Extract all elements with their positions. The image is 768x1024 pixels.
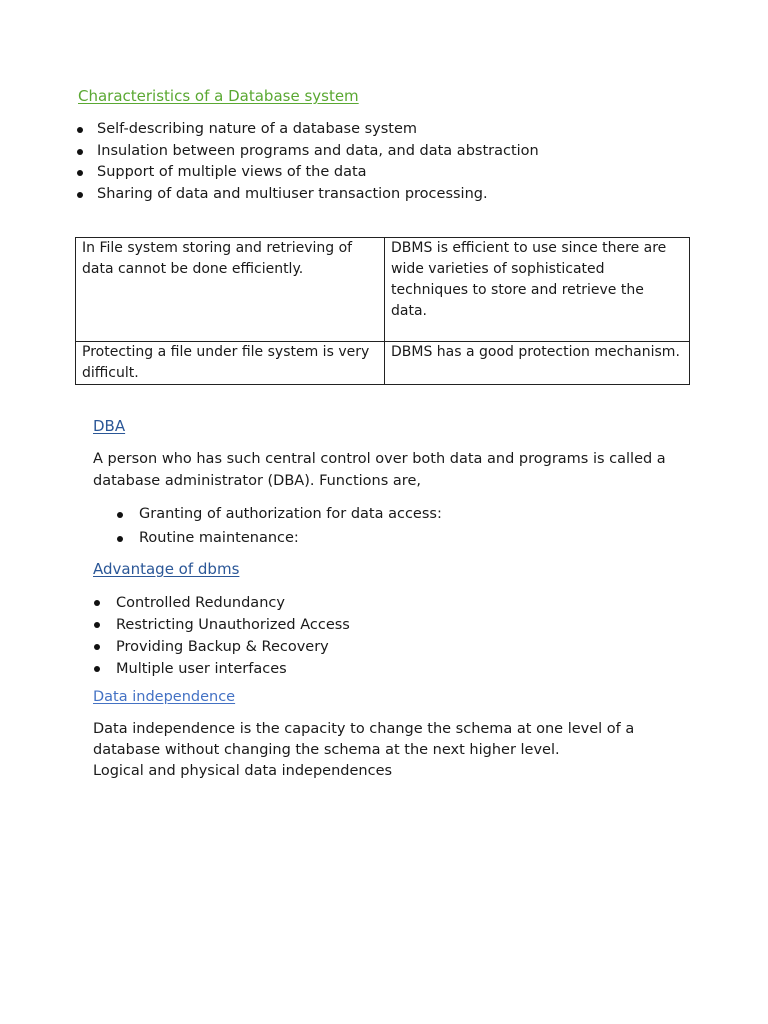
list-item-text: Providing Backup & Recovery [116,639,329,655]
dba-paragraph: A person who has such central control over both data and programs is called a database administrator (DBA). Functions are, [93,451,666,489]
list-item-text: Sharing of data and multiuser transaction processing. [97,185,488,202]
list-item-text: Multiple user interfaces [116,661,287,677]
dba-heading: DBA [93,417,126,435]
characteristics-heading: Characteristics of a Database system [78,87,359,105]
list-item [97,184,539,206]
list-item [116,614,350,636]
list-item [116,592,350,614]
bullet-icon [94,600,100,606]
bullet-icon [77,170,83,176]
table-cell: DBMS is efficient to use since there are wide varieties of sophisticated techniques to store and retrieve the data. [385,238,690,342]
advantages-list [116,592,350,680]
bullet-icon [77,149,83,155]
bullet-icon [94,644,100,650]
table-cell: DBMS has a good protection mechanism. [385,342,690,385]
bullet-icon [117,536,123,542]
advantages-heading: Advantage of dbms [93,560,240,578]
table-row [76,342,690,385]
list-item [116,636,350,658]
characteristics-list [97,119,539,205]
table-cell: Protecting a file under file system is very difficult. [76,342,385,385]
comparison-table [75,237,690,385]
bullet-icon [94,666,100,672]
list-item [139,527,442,551]
list-item [139,503,442,527]
bullet-icon [77,192,83,198]
table-row [76,238,690,342]
bullet-icon [77,127,83,133]
data-independence-definition: Data independence is the capacity to change the schema at one level of a database without changing the schema at the next higher level. [93,721,635,758]
list-item-text: Controlled Redundancy [116,595,285,611]
list-item [97,141,539,163]
data-independence-paragraph [93,719,693,782]
data-independence-types: Logical and physical data independences [93,763,393,779]
dba-functions-list [139,503,442,550]
list-item-text: Restricting Unauthorized Access [116,617,350,633]
bullet-icon [94,622,100,628]
list-item [116,658,350,680]
list-item [97,119,539,141]
list-item-text: Self-describing nature of a database system [97,121,418,137]
list-item-text: Insulation between programs and data, and data abstraction [97,142,539,159]
list-item-text: Routine maintenance: [139,529,299,546]
bullet-icon [117,512,123,518]
list-item [97,162,539,184]
list-item-text: Support of multiple views of the data [97,164,367,180]
data-independence-heading: Data independence [93,689,236,705]
table-cell: In File system storing and retrieving of data cannot be done efficiently. [76,238,385,342]
list-item-text: Granting of authorization for data access: [139,506,442,522]
